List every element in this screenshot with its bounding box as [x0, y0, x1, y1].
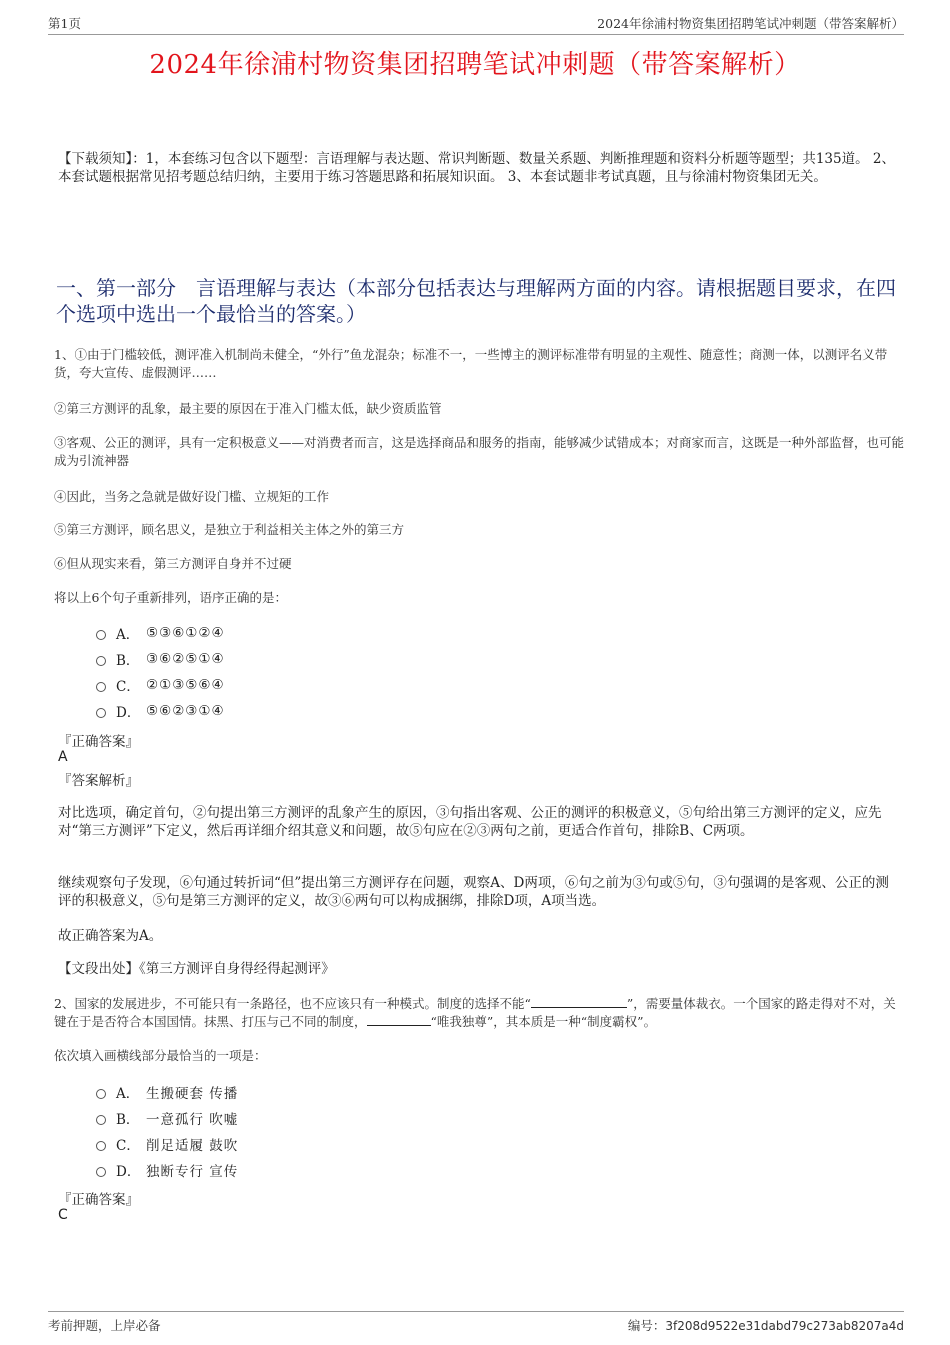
q1-option-c[interactable] — [96, 672, 225, 698]
q1-prompt: 将以上6个句子重新排列，语序正确的是： — [54, 590, 287, 605]
radio-icon[interactable] — [96, 1141, 106, 1151]
download-notice: 【下载须知】：1，本套练习包含以下题型：言语理解与表达题、常识判断题、数量关系题、判断推理题和资料分析题等题型；共135道。 2、本套试题根据常见招考题总结归纳，主要用于练习答题思路和拓展知识面。 3、本套试题非考试真题，且与徐浦村物资集团无关。 — [58, 151, 895, 185]
page-footer — [48, 1311, 904, 1334]
option-text: ⑤③⑥①②④ — [146, 625, 225, 641]
footer-slogan: 考前押题，上岸必备 — [48, 1318, 161, 1333]
q2-stem-part-a: 2、国家的发展进步，不可能只有一条路径，也不应该只有一种模式。制度的选择不能“ — [54, 996, 531, 1011]
q2-option-d[interactable] — [96, 1157, 238, 1183]
option-letter: D． — [116, 705, 141, 721]
footer-code-label: 编号： — [627, 1318, 666, 1333]
q1-analysis-label: 『答案解析』 — [58, 773, 139, 789]
option-letter: B． — [116, 653, 140, 669]
footer-code — [628, 1316, 904, 1334]
q2-stem-part-b: ”，需要量体裁衣。一个国家的路走得对不对，关键在于是否符合本国国情。抹黑、打压与己不同的制度， — [54, 996, 896, 1029]
q2-stem-part-c: “唯我独尊”，其本质是一种“制度霸权”。 — [430, 1014, 657, 1029]
option-text: ③⑥②⑤①④ — [146, 651, 225, 667]
option-letter: C． — [116, 679, 140, 695]
q1-sentence-3: ③客观、公正的测评，具有一定积极意义——对消费者而言，这是选择商品和服务的指南，能够减少试错成本；对商家而言，这既是一种外部监督，也可能成为引流神器 — [54, 435, 905, 468]
radio-icon[interactable] — [96, 630, 106, 640]
option-text: ②①③⑤⑥④ — [146, 677, 225, 693]
q1-option-b[interactable] — [96, 646, 225, 672]
q2-blank-1[interactable] — [531, 995, 627, 1008]
q1-option-a[interactable] — [96, 620, 225, 646]
page-number: 第1页 — [48, 16, 81, 31]
q1-sentence-2: ②第三方测评的乱象，最主要的原因在于准入门槛太低，缺少资质监管 — [54, 401, 442, 416]
radio-icon[interactable] — [96, 1089, 106, 1099]
radio-icon[interactable] — [96, 1167, 106, 1177]
option-letter: D． — [116, 1164, 141, 1180]
radio-icon[interactable] — [96, 656, 106, 666]
option-text: 削足适履 鼓吹 — [146, 1138, 239, 1154]
q1-analysis-p1: 对比选项，确定首句，②句提出第三方测评的乱象产生的原因，③句指出客观、公正的测评的积极意义，⑤句给出第三方测评的定义，应先对“第三方测评”下定义，然后再详细介绍其意义和问题，故⑤句应在②③两句之前，更适合作首句，排除B、C两项。 — [58, 805, 882, 839]
option-letter: C． — [116, 1138, 140, 1154]
q2-stem — [54, 995, 904, 1031]
radio-icon[interactable] — [96, 708, 106, 718]
q2-options — [96, 1079, 238, 1183]
q2-answer: C — [58, 1207, 68, 1223]
footer-code-value: 3f208d9522e31dabd79c273ab8207a4d — [665, 1319, 904, 1333]
q1-source: 【文段出处】《第三方测评自身得经得起测评》 — [58, 961, 335, 977]
q1-answer: A — [58, 749, 68, 765]
header-doc-title: 2024年徐浦村物资集团招聘笔试冲刺题（带答案解析） — [597, 16, 904, 31]
q1-option-d[interactable] — [96, 698, 225, 724]
q1-analysis-p3: 故正确答案为A。 — [58, 928, 163, 944]
section-title: 一、第一部分 言语理解与表达（本部分包括表达与理解两方面的内容。请根据题目要求，在四个选项中选出一个最恰当的答案。） — [56, 276, 896, 326]
q2-option-a[interactable] — [96, 1079, 238, 1105]
radio-icon[interactable] — [96, 682, 106, 692]
option-text: 生搬硬套 传播 — [146, 1086, 239, 1102]
document-title: 2024年徐浦村物资集团招聘笔试冲刺题（带答案解析） — [149, 50, 801, 80]
q1-sentence-5: ⑤第三方测评，顾名思义，是独立于利益相关主体之外的第三方 — [54, 522, 405, 537]
option-text: ⑤⑥②③①④ — [146, 703, 225, 719]
q2-option-c[interactable] — [96, 1131, 238, 1157]
page-header — [48, 12, 904, 35]
q2-answer-label: 『正确答案』 — [58, 1192, 139, 1208]
q2-prompt: 依次填入画横线部分最恰当的一项是： — [54, 1048, 267, 1063]
q1-sentence-4: ④因此，当务之急就是做好设门槛、立规矩的工作 — [54, 489, 330, 504]
q1-sentence-6: ⑥但从现实来看，第三方测评自身并不过硬 — [54, 556, 292, 571]
option-letter: B． — [116, 1112, 140, 1128]
q1-answer-label: 『正确答案』 — [58, 734, 139, 750]
q2-blank-2[interactable] — [367, 1013, 431, 1026]
option-text: 一意孤行 吹嘘 — [146, 1112, 239, 1128]
option-letter: A． — [116, 1086, 140, 1102]
q1-options — [96, 620, 225, 724]
q1-analysis-p2: 继续观察句子发现，⑥句通过转折词“但”提出第三方测评存在问题，观察A、D两项，⑥句之前为③句或⑤句，③句强调的是客观、公正的测评的积极意义，⑤句是第三方测评的定义，故③⑥两句可以构成捆绑，排除D项，A项当选。 — [58, 875, 889, 909]
q2-option-b[interactable] — [96, 1105, 238, 1131]
q1-sentence-1: 1、①由于门槛较低，测评准入机制尚未健全，“外行”鱼龙混杂；标准不一，一些博主的测评标准带有明显的主观性、随意性；商测一体，以测评名义带货，夸大宣传、虚假测评…… — [54, 347, 888, 380]
radio-icon[interactable] — [96, 1115, 106, 1125]
option-letter: A． — [116, 627, 140, 643]
option-text: 独断专行 宣传 — [146, 1164, 239, 1180]
